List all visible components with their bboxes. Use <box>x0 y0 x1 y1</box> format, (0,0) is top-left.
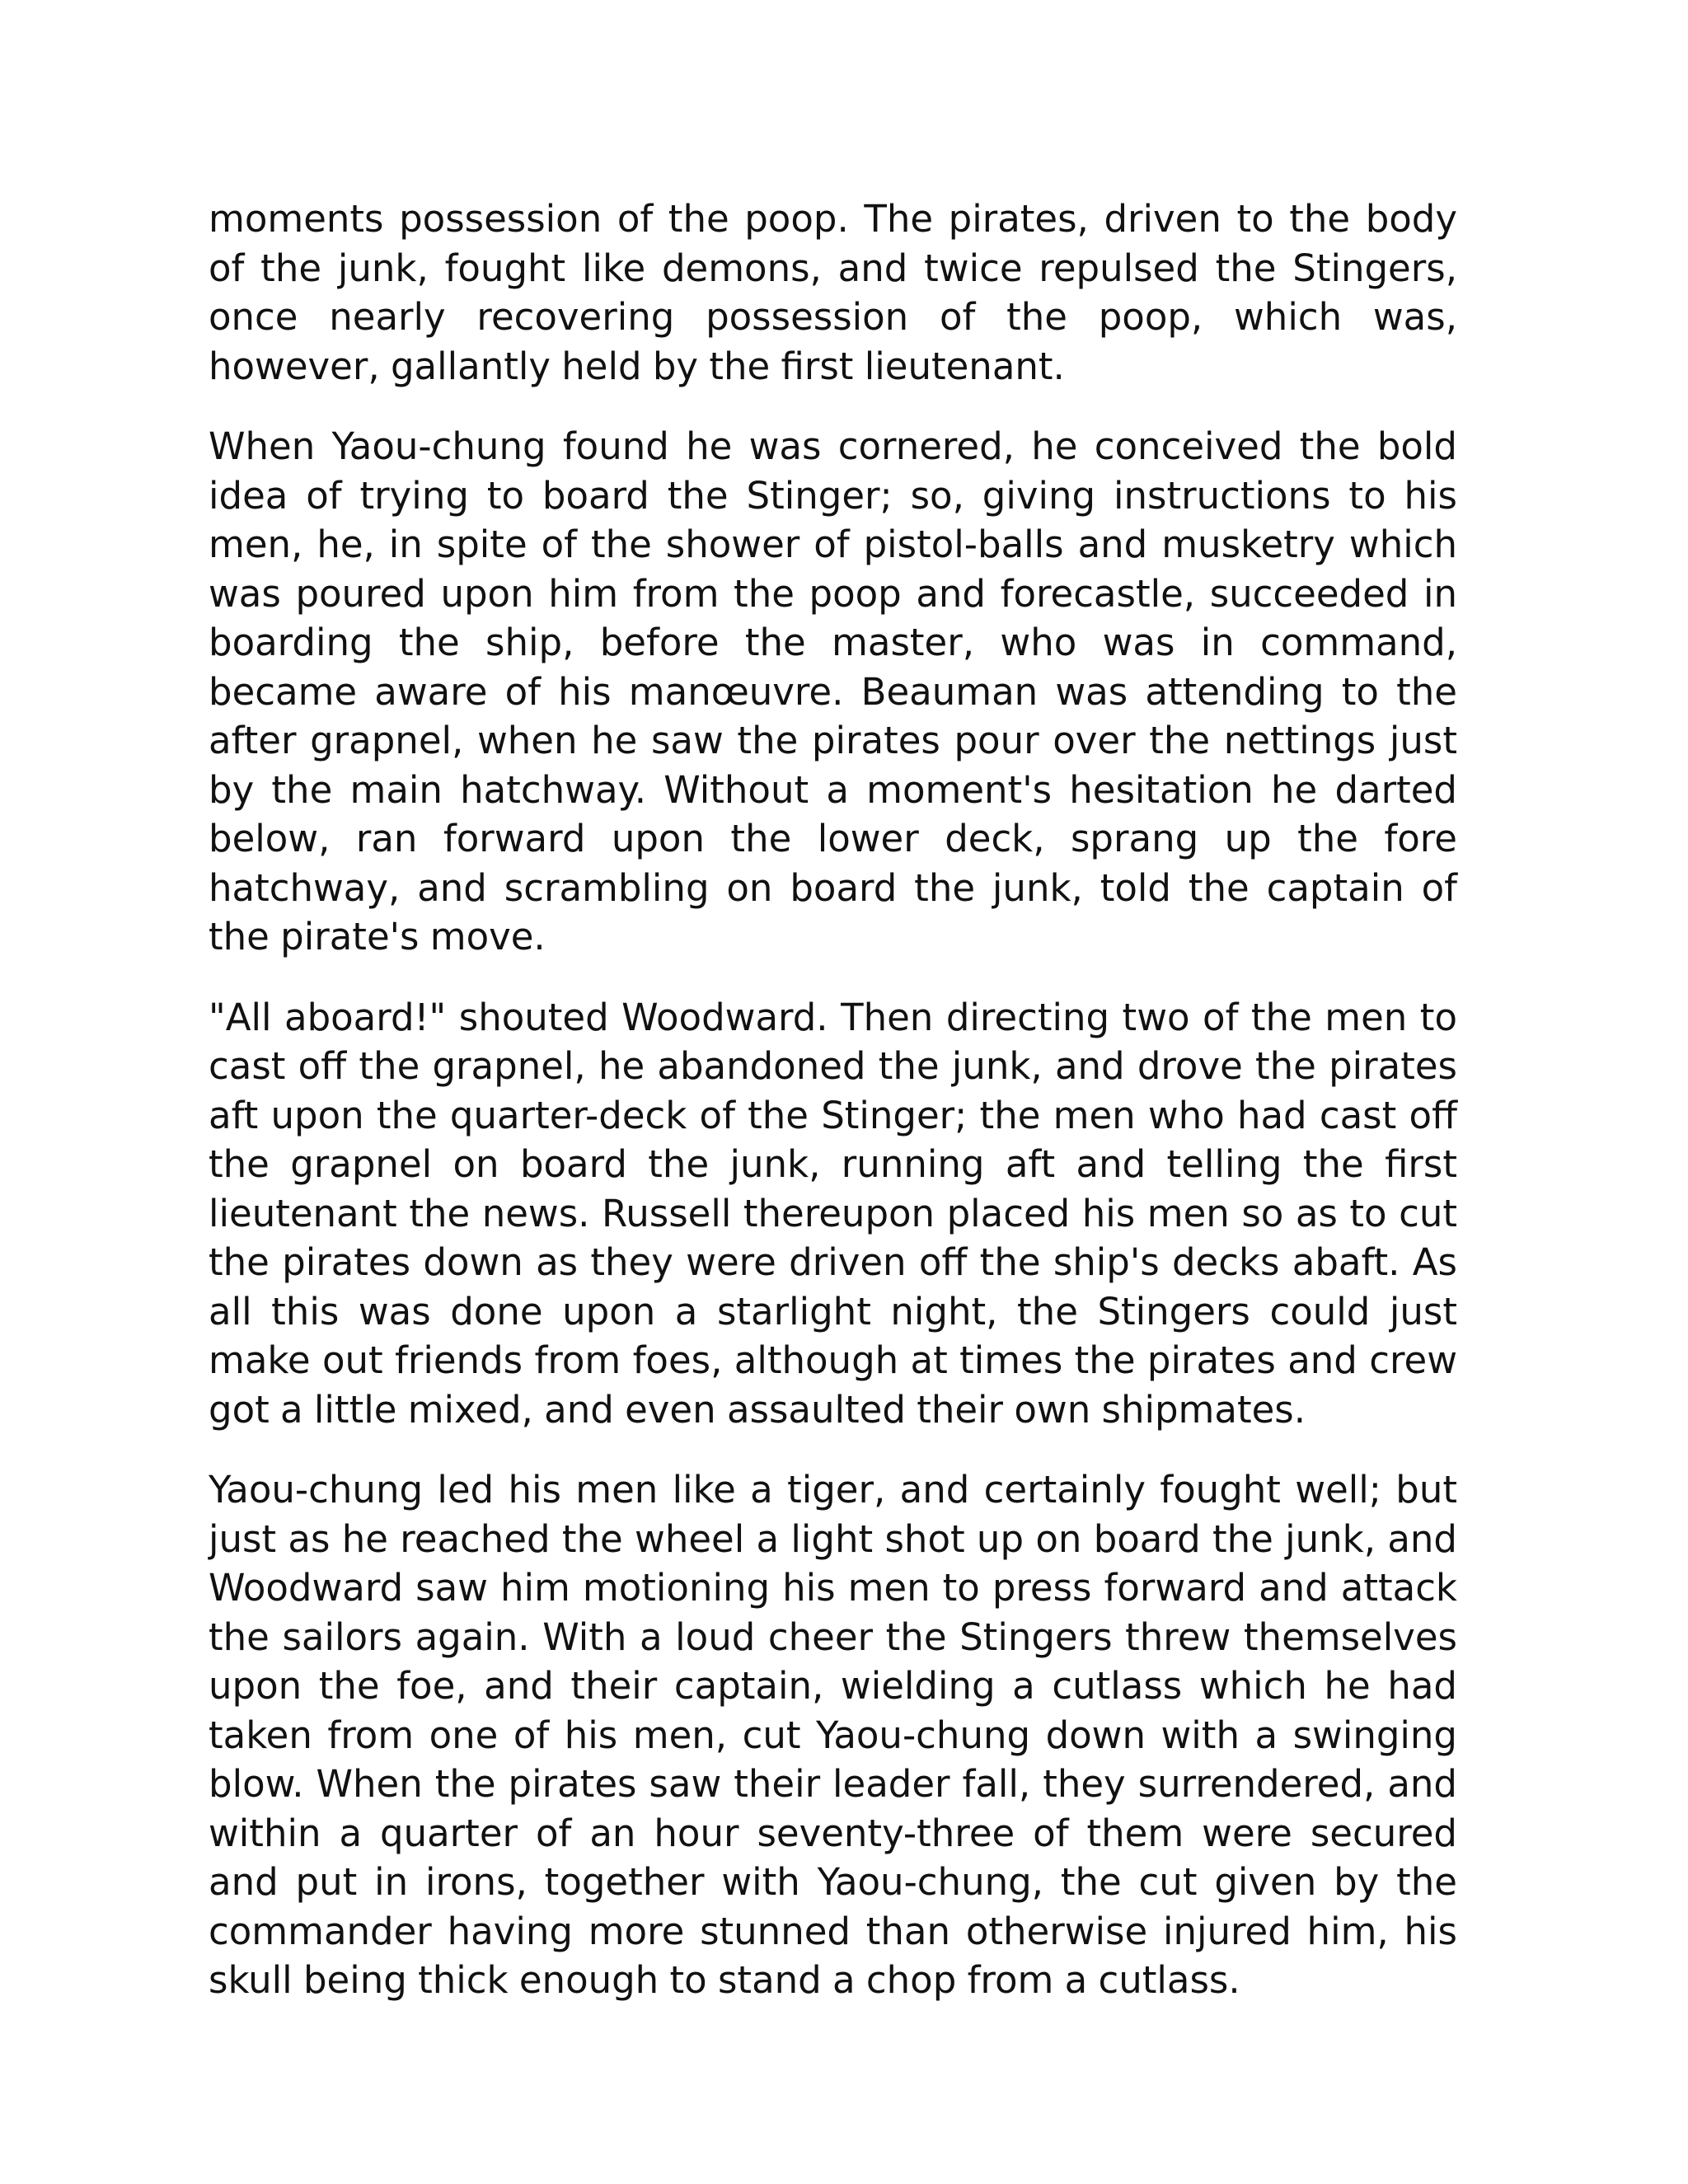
document-page <box>209 194 1457 2036</box>
paragraph-2: When Yaou-chung found he was cornered, he conceived the bold idea of trying to board the Stinger; so, giving instructions to his men, he, in spite of the shower of pistol-balls and musketry which was poured upon him from the poop and forecastle, succeeded in boarding the ship, before the master, who was in command, became aware of his manœuvre. Beauman was attending to the after grapnel, when he saw the pirates pour over the nettings just by the main hatchway. Without a moment's hesitation he darted below, ran forward upon the lower deck, sprang up the fore hatchway, and scrambling on board the junk, told the captain of the pirate's move. <box>209 424 1457 958</box>
paragraph-3: "All aboard!" shouted Woodward. Then directing two of the men to cast off the grapnel, he abandoned the junk, and drove the pirates aft upon the quarter-deck of the Stinger; the men who had cast off the grapnel on board the junk, running aft and telling the first lieutenant the news. Russell thereupon placed his men so as to cut the pirates down as they were driven off the ship's decks abaft. As all this was done upon a starlight night, the Stingers could just make out friends from foes, although at times the pirates and crew got a little mixed, and even assaulted their own shipmates. <box>209 995 1457 1432</box>
paragraph-1: moments possession of the poop. The pirates, driven to the body of the junk, fought like demons, and twice repulsed the Stingers, once nearly recovering possession of the poop, which was, however, gallantly held by the first lieutenant. <box>209 197 1457 388</box>
paragraph-4: Yaou-chung led his men like a tiger, and certainly fought well; but just as he reached the wheel a light shot up on board the junk, and Woodward saw him motioning his men to press forward and attack the sailors again. With a loud cheer the Stingers threw themselves upon the foe, and their captain, wielding a cutlass which he had taken from one of his men, cut Yaou-chung down with a swinging blow. When the pirates saw their leader fall, they surrendered, and within a quarter of an hour seventy-three of them were secured and put in irons, together with Yaou-chung, the cut given by the commander having more stunned than otherwise injured him, his skull being thick enough to stand a chop from a cutlass. <box>209 1468 1457 2002</box>
